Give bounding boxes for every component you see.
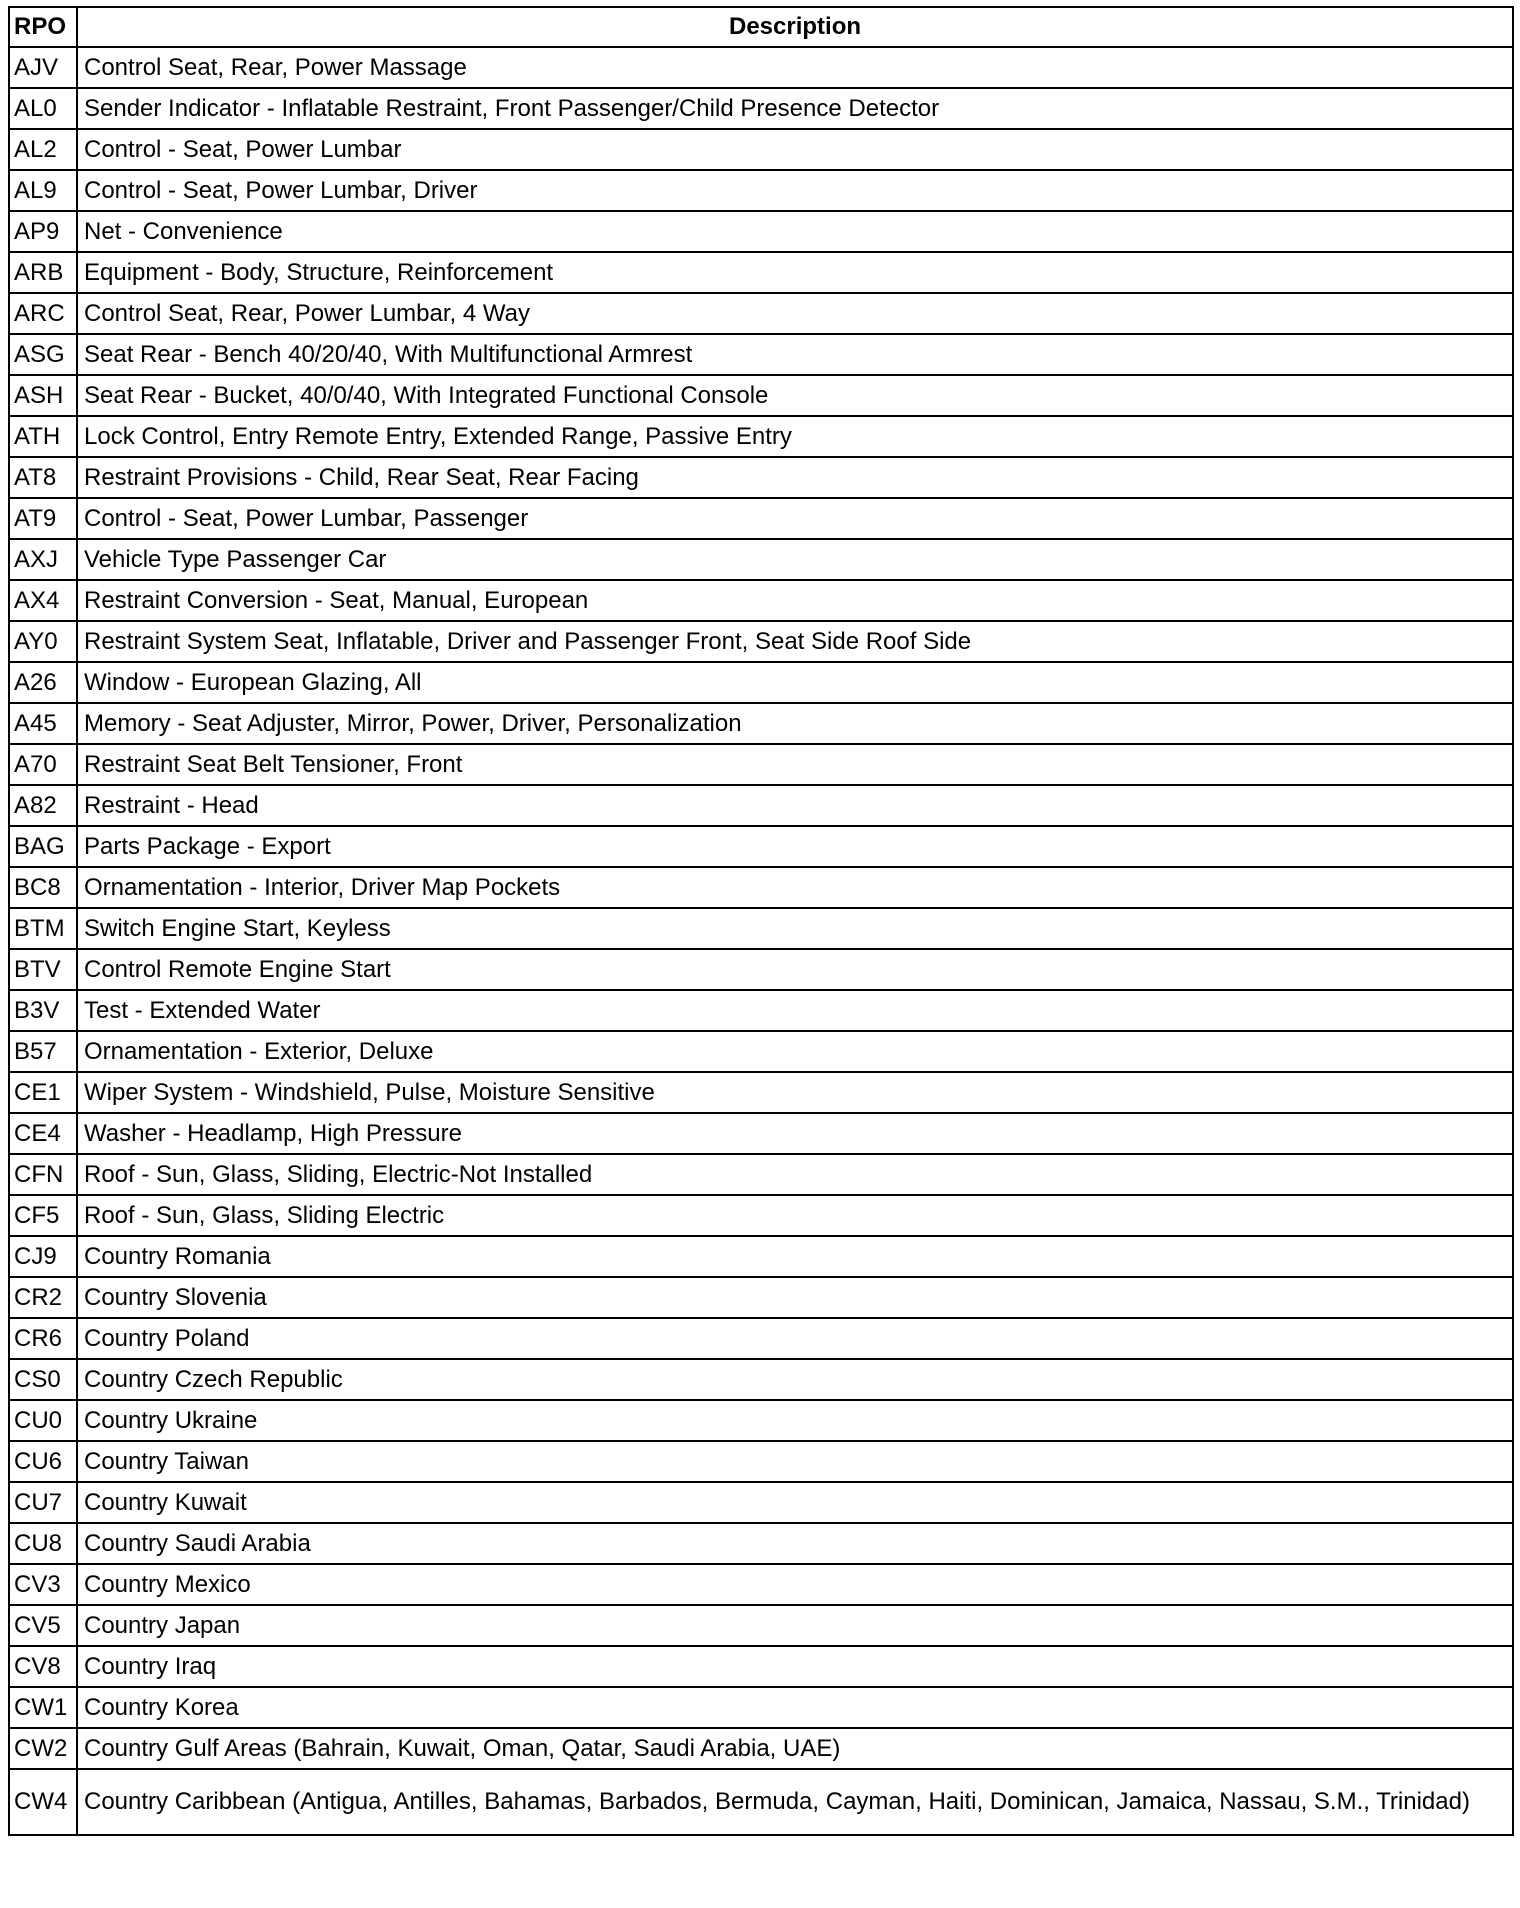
rpo-code-cell: AL2	[9, 129, 77, 170]
table-row	[9, 375, 1513, 416]
rpo-code-cell: ASG	[9, 334, 77, 375]
rpo-description-cell: Ornamentation - Exterior, Deluxe	[77, 1031, 1513, 1072]
rpo-description-cell: Restraint System Seat, Inflatable, Driver and Passenger Front, Seat Side Roof Side	[77, 621, 1513, 662]
table-row	[9, 416, 1513, 457]
rpo-description-cell: Switch Engine Start, Keyless	[77, 908, 1513, 949]
table-row	[9, 1441, 1513, 1482]
table-row	[9, 949, 1513, 990]
rpo-description-cell: Control - Seat, Power Lumbar, Passenger	[77, 498, 1513, 539]
table-row	[9, 1687, 1513, 1728]
table-row	[9, 252, 1513, 293]
rpo-code-cell: CU7	[9, 1482, 77, 1523]
rpo-code-cell: AXJ	[9, 539, 77, 580]
rpo-description-cell: Equipment - Body, Structure, Reinforcement	[77, 252, 1513, 293]
table-row	[9, 1523, 1513, 1564]
rpo-description-cell: Restraint Provisions - Child, Rear Seat, Rear Facing	[77, 457, 1513, 498]
rpo-code-cell: AT9	[9, 498, 77, 539]
rpo-code-cell: A26	[9, 662, 77, 703]
table-body	[9, 47, 1513, 1835]
rpo-code-cell: CU6	[9, 1441, 77, 1482]
table-row	[9, 1113, 1513, 1154]
rpo-description-cell: Country Ukraine	[77, 1400, 1513, 1441]
rpo-description-cell: Country Kuwait	[77, 1482, 1513, 1523]
table-header-row	[9, 7, 1513, 47]
rpo-description-cell: Country Korea	[77, 1687, 1513, 1728]
rpo-code-cell: B57	[9, 1031, 77, 1072]
table-row	[9, 1564, 1513, 1605]
table-row	[9, 211, 1513, 252]
rpo-code-cell: CS0	[9, 1359, 77, 1400]
table-row	[9, 1605, 1513, 1646]
table-row	[9, 47, 1513, 88]
table-row	[9, 703, 1513, 744]
table-row	[9, 1769, 1513, 1835]
rpo-description-cell: Control - Seat, Power Lumbar	[77, 129, 1513, 170]
rpo-code-cell: CW1	[9, 1687, 77, 1728]
rpo-code-cell: CJ9	[9, 1236, 77, 1277]
rpo-code-cell: CV3	[9, 1564, 77, 1605]
rpo-code-cell: CE4	[9, 1113, 77, 1154]
rpo-code-cell: CR2	[9, 1277, 77, 1318]
table-row	[9, 1482, 1513, 1523]
rpo-code-cell: B3V	[9, 990, 77, 1031]
rpo-code-cell: ARB	[9, 252, 77, 293]
rpo-description-cell: Country Caribbean (Antigua, Antilles, Bahamas, Barbados, Bermuda, Cayman, Haiti, Dominican, Jamaica, Nassau, S.M., Trinidad)	[77, 1769, 1513, 1835]
rpo-description-cell: Roof - Sun, Glass, Sliding, Electric-Not Installed	[77, 1154, 1513, 1195]
rpo-code-cell: CV8	[9, 1646, 77, 1687]
table-row	[9, 908, 1513, 949]
rpo-description-cell: Test - Extended Water	[77, 990, 1513, 1031]
rpo-description-cell: Country Taiwan	[77, 1441, 1513, 1482]
rpo-description-cell: Net - Convenience	[77, 211, 1513, 252]
description-column-header: Description	[77, 7, 1513, 47]
table-row	[9, 498, 1513, 539]
rpo-code-cell: ARC	[9, 293, 77, 334]
table-row	[9, 826, 1513, 867]
rpo-code-cell: BTV	[9, 949, 77, 990]
rpo-description-cell: Country Saudi Arabia	[77, 1523, 1513, 1564]
table-row	[9, 293, 1513, 334]
rpo-code-cell: BC8	[9, 867, 77, 908]
rpo-description-cell: Memory - Seat Adjuster, Mirror, Power, Driver, Personalization	[77, 703, 1513, 744]
rpo-description-cell: Control Seat, Rear, Power Lumbar, 4 Way	[77, 293, 1513, 334]
rpo-description-cell: Sender Indicator - Inflatable Restraint, Front Passenger/Child Presence Detector	[77, 88, 1513, 129]
rpo-description-cell: Lock Control, Entry Remote Entry, Extended Range, Passive Entry	[77, 416, 1513, 457]
rpo-description-cell: Restraint - Head	[77, 785, 1513, 826]
rpo-code-cell: A82	[9, 785, 77, 826]
rpo-column-header: RPO	[9, 7, 77, 47]
rpo-code-cell: CR6	[9, 1318, 77, 1359]
rpo-code-cell: AP9	[9, 211, 77, 252]
rpo-table	[8, 6, 1514, 1836]
rpo-code-cell: CU0	[9, 1400, 77, 1441]
rpo-description-cell: Restraint Conversion - Seat, Manual, European	[77, 580, 1513, 621]
rpo-description-cell: Country Mexico	[77, 1564, 1513, 1605]
table-row	[9, 662, 1513, 703]
table-row	[9, 1646, 1513, 1687]
rpo-description-cell: Wiper System - Windshield, Pulse, Moisture Sensitive	[77, 1072, 1513, 1113]
rpo-description-cell: Washer - Headlamp, High Pressure	[77, 1113, 1513, 1154]
table-row	[9, 457, 1513, 498]
table-row	[9, 1318, 1513, 1359]
rpo-code-cell: AT8	[9, 457, 77, 498]
rpo-description-cell: Control Remote Engine Start	[77, 949, 1513, 990]
rpo-description-cell: Seat Rear - Bench 40/20/40, With Multifunctional Armrest	[77, 334, 1513, 375]
rpo-description-cell: Country Iraq	[77, 1646, 1513, 1687]
rpo-code-cell: AL0	[9, 88, 77, 129]
rpo-description-cell: Restraint Seat Belt Tensioner, Front	[77, 744, 1513, 785]
rpo-table-container	[8, 6, 1514, 1836]
rpo-code-cell: CU8	[9, 1523, 77, 1564]
table-row	[9, 88, 1513, 129]
rpo-description-cell: Country Poland	[77, 1318, 1513, 1359]
rpo-description-cell: Window - European Glazing, All	[77, 662, 1513, 703]
table-row	[9, 1359, 1513, 1400]
rpo-code-cell: AY0	[9, 621, 77, 662]
rpo-code-cell: CV5	[9, 1605, 77, 1646]
rpo-code-cell: CE1	[9, 1072, 77, 1113]
rpo-description-cell: Ornamentation - Interior, Driver Map Pockets	[77, 867, 1513, 908]
table-row	[9, 170, 1513, 211]
table-row	[9, 1728, 1513, 1769]
rpo-code-cell: A45	[9, 703, 77, 744]
table-row	[9, 744, 1513, 785]
rpo-description-cell: Parts Package - Export	[77, 826, 1513, 867]
table-row	[9, 867, 1513, 908]
table-row	[9, 621, 1513, 662]
table-row	[9, 1031, 1513, 1072]
rpo-code-cell: BAG	[9, 826, 77, 867]
rpo-code-cell: CF5	[9, 1195, 77, 1236]
rpo-code-cell: CW4	[9, 1769, 77, 1835]
rpo-code-cell: ASH	[9, 375, 77, 416]
table-row	[9, 1277, 1513, 1318]
rpo-code-cell: AX4	[9, 580, 77, 621]
rpo-code-cell: ATH	[9, 416, 77, 457]
rpo-description-cell: Roof - Sun, Glass, Sliding Electric	[77, 1195, 1513, 1236]
table-row	[9, 1195, 1513, 1236]
rpo-code-cell: CFN	[9, 1154, 77, 1195]
table-row	[9, 1154, 1513, 1195]
table-row	[9, 334, 1513, 375]
table-row	[9, 539, 1513, 580]
rpo-description-cell: Seat Rear - Bucket, 40/0/40, With Integrated Functional Console	[77, 375, 1513, 416]
rpo-description-cell: Country Slovenia	[77, 1277, 1513, 1318]
table-row	[9, 990, 1513, 1031]
rpo-description-cell: Control Seat, Rear, Power Massage	[77, 47, 1513, 88]
table-row	[9, 580, 1513, 621]
table-row	[9, 785, 1513, 826]
rpo-description-cell: Country Czech Republic	[77, 1359, 1513, 1400]
table-row	[9, 129, 1513, 170]
rpo-description-cell: Vehicle Type Passenger Car	[77, 539, 1513, 580]
rpo-description-cell: Country Japan	[77, 1605, 1513, 1646]
table-row	[9, 1236, 1513, 1277]
table-row	[9, 1072, 1513, 1113]
rpo-description-cell: Country Gulf Areas (Bahrain, Kuwait, Oman, Qatar, Saudi Arabia, UAE)	[77, 1728, 1513, 1769]
rpo-code-cell: AJV	[9, 47, 77, 88]
rpo-description-cell: Country Romania	[77, 1236, 1513, 1277]
rpo-description-cell: Control - Seat, Power Lumbar, Driver	[77, 170, 1513, 211]
rpo-code-cell: AL9	[9, 170, 77, 211]
rpo-code-cell: A70	[9, 744, 77, 785]
rpo-code-cell: BTM	[9, 908, 77, 949]
rpo-code-cell: CW2	[9, 1728, 77, 1769]
table-row	[9, 1400, 1513, 1441]
